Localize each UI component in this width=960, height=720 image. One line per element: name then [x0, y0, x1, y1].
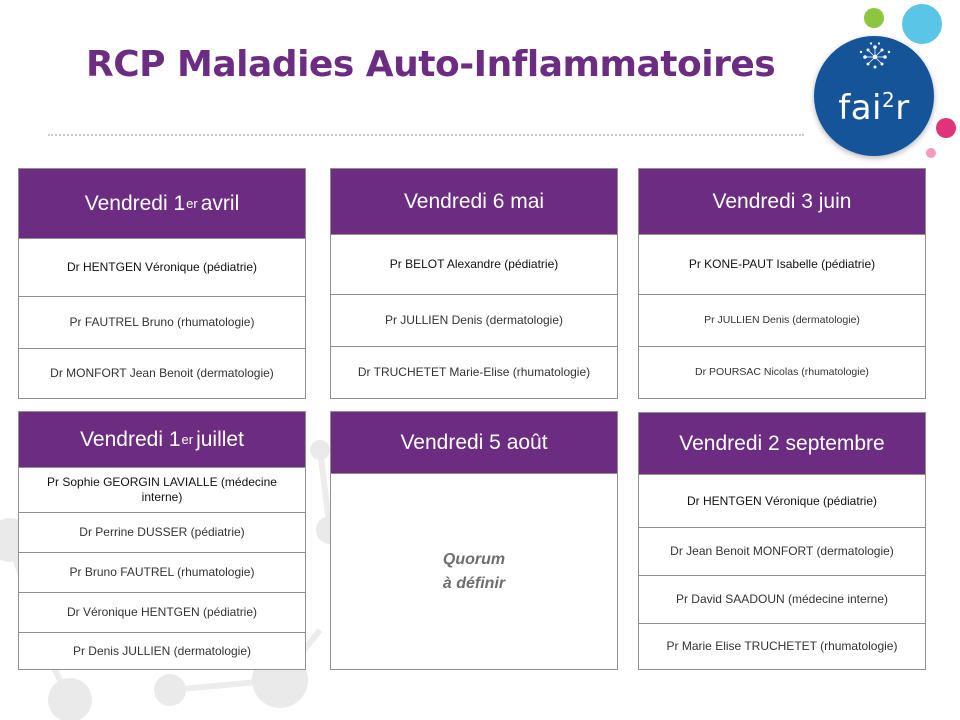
member-row: Pr JULLIEN Denis (dermatologie)	[331, 295, 617, 347]
cyan-dot-icon	[902, 4, 942, 44]
session-card-aout	[330, 411, 618, 670]
member-row: Dr POURSAC Nicolas (rhumatologie)	[695, 366, 869, 378]
member-row: Pr KONE-PAUT Isabelle (pédiatrie)	[639, 235, 925, 295]
member-row: Pr David SAADOUN (médecine interne)	[639, 576, 925, 624]
member-row: Dr TRUCHETET Marie-Elise (rhumatologie)	[357, 365, 591, 379]
molecule-star-icon	[858, 42, 892, 72]
session-heading: Vendredi 1 er juillet	[19, 412, 305, 468]
session-card-juin	[638, 168, 926, 399]
member-row: Dr Véronique HENTGEN (pédiatrie)	[19, 593, 305, 633]
session-card-juillet	[18, 411, 306, 670]
session-card-avril	[18, 168, 306, 399]
fai2r-logo	[808, 0, 960, 170]
member-row: Pr Bruno FAUTREL (rhumatologie)	[19, 553, 305, 593]
pink-dot-icon	[936, 118, 956, 138]
logo-text: fai$^2$r	[838, 88, 910, 128]
member-row: Pr Denis JULLIEN (dermatologie)	[72, 643, 252, 658]
member-row: Dr HENTGEN Véronique (pédiatrie)	[639, 475, 925, 528]
member-row: Pr Sophie GEORGIN LAVIALLE (médecine interne)	[19, 468, 305, 513]
member-row: Dr MONFORT Jean Benoit (dermatologie)	[50, 366, 274, 380]
member-row: Dr Perrine DUSSER (pédiatrie)	[19, 513, 305, 553]
member-row: Pr JULLIEN Denis (dermatologie)	[639, 295, 925, 347]
session-heading: Vendredi 1 er avril	[19, 169, 305, 239]
title-divider	[48, 134, 804, 136]
green-dot-icon	[864, 8, 884, 28]
member-row: Dr HENTGEN Véronique (pédiatrie)	[19, 239, 305, 297]
member-row: Pr FAUTREL Bruno (rhumatologie)	[19, 297, 305, 349]
quorum-line: Quorum	[442, 550, 506, 568]
session-card-mai	[330, 168, 618, 399]
session-heading: Vendredi 5 août	[331, 412, 617, 474]
session-heading: Vendredi 2 septembre	[639, 413, 925, 475]
session-heading: Vendredi 3 juin	[639, 169, 925, 235]
member-row: Dr Jean Benoit MONFORT (dermatologie)	[639, 528, 925, 576]
member-row: Pr Marie Elise TRUCHETET (rhumatologie)	[666, 639, 898, 653]
page-title: RCP Maladies Auto-Inflammatoires	[86, 44, 776, 85]
quorum-line: à définir	[442, 574, 506, 592]
logo-circle	[814, 36, 934, 156]
light-pink-dot-icon	[926, 148, 936, 158]
quorum-note	[331, 474, 617, 669]
member-row: Pr BELOT Alexandre (pédiatrie)	[331, 235, 617, 295]
session-card-septembre	[638, 412, 926, 670]
session-heading: Vendredi 6 mai	[331, 169, 617, 235]
